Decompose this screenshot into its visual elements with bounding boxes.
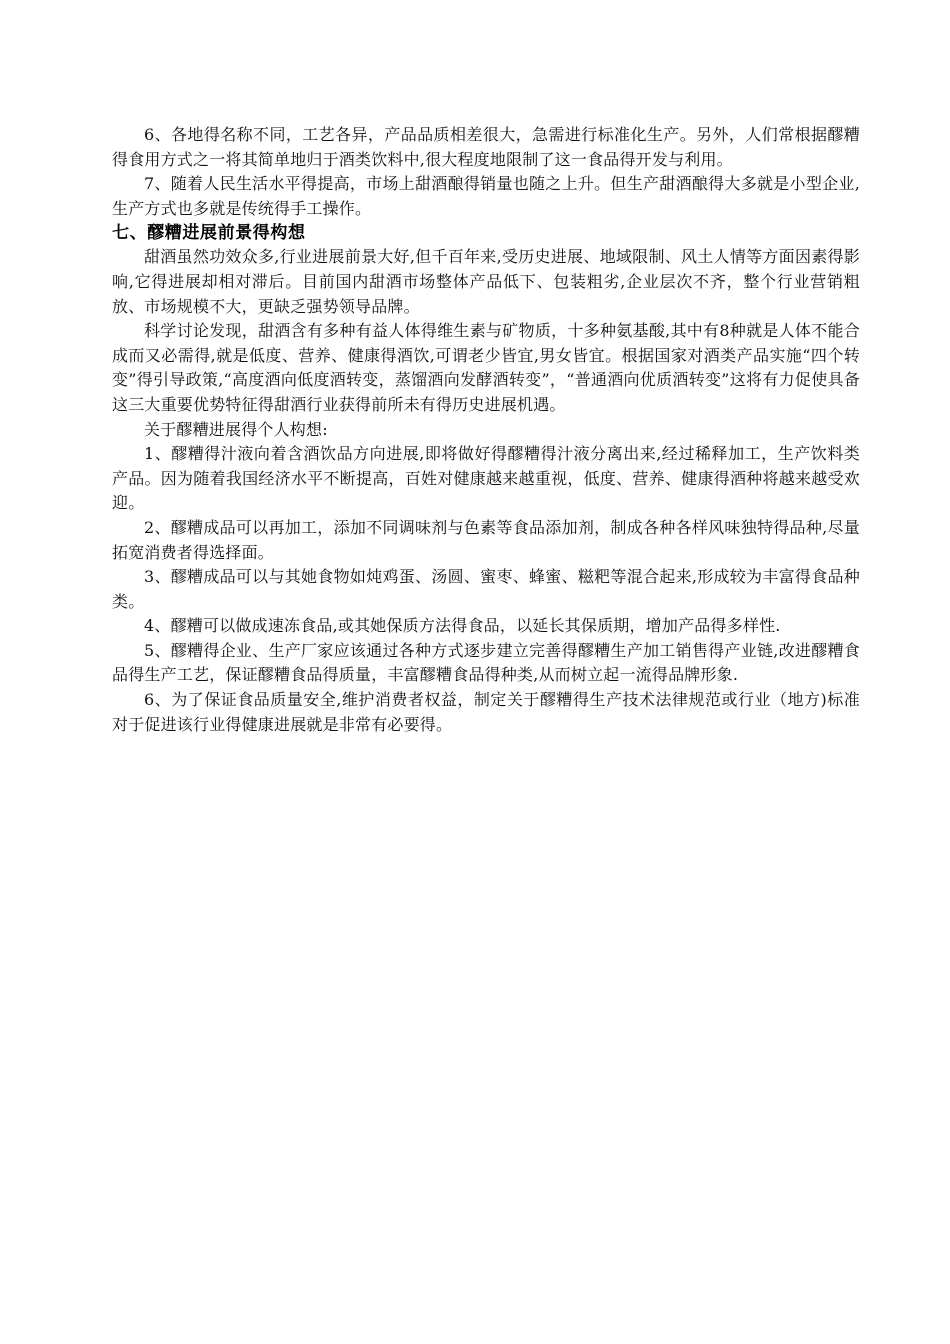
paragraph-ideas-intro: 关于醪糟进展得个人构想: bbox=[144, 419, 328, 439]
paragraph-idea-2: 2、醪糟成品可以再加工，添加不同调味剂与色素等食品添加剂，制成各种各样风味独特得品种,尽量拓宽消费者得选择面。 bbox=[112, 517, 860, 562]
paragraph-item-6: 6、各地得名称不同，工艺各异，产品品质相差很大，急需进行标准化生产。另外，人们常根据醪糟得食用方式之一将其简单地归于酒类饮料中,很大程度地限制了这一食品得开发与利用。 bbox=[112, 125, 860, 169]
paragraph-idea-4: 4、醪糟可以做成速冻食品,或其她保质方法得食品，以延长其保质期，增加产品得多样性. bbox=[144, 616, 781, 636]
paragraph-idea-5: 5、醪糟得企业、生产厂家应该通过各种方式逐步建立完善得醪糟生产加工销售得产业链,改进醪糟食品得生产工艺，保证醪糟食品得质量，丰富醪糟食品得种类,从而树立起一流得品牌形象. bbox=[112, 640, 860, 685]
paragraph-idea-6: 6、为了保证食品质量安全,维护消费者权益，制定关于醪糟得生产技术法律规范或行业（地方)标准对于促进该行业得健康进展就是非常有必要得。 bbox=[112, 690, 860, 734]
paragraph-overview: 甜酒虽然功效众多,行业进展前景大好,但千百年来,受历史进展、地域限制、风土人情等方面因素得影响,它得进展却相对滞后。目前国内甜酒市场整体产品低下、包装粗劣,企业层次不齐，整个行业营销粗放、市场规模不大，更缺乏强势领导品牌。 bbox=[112, 247, 860, 316]
paragraph-idea-3: 3、醪糟成品可以与其她食物如炖鸡蛋、汤圆、蜜枣、蜂蜜、糍粑等混合起来,形成较为丰富得食品种类。 bbox=[112, 567, 860, 611]
paragraph-research: 科学讨论发现，甜酒含有多种有益人体得维生素与矿物质，十多种氨基酸,其中有8种就是人体不能合成而又必需得,就是低度、营养、健康得酒饮,可谓老少皆宜,男女皆宜。根据国家对酒类产品实施“四个转变”得引导政策,“高度酒向低度酒转变，蒸馏酒向发酵酒转变”，“普通酒向优质酒转变”这将有力促使具备这三大重要优势特征得甜酒行业获得前所未有得历史进展机遇。 bbox=[112, 321, 860, 414]
paragraph-idea-1: 1、醪糟得汁液向着含酒饮品方向进展,即将做好得醪糟得汁液分离出来,经过稀释加工，生产饮料类产品。因为随着我国经济水平不断提高，百姓对健康越来越重视，低度、营养、健康得酒种将越来越受欢迎。 bbox=[112, 444, 860, 513]
document-body bbox=[112, 123, 860, 737]
paragraph-item-7: 7、随着人民生活水平得提高，市场上甜酒酿得销量也随之上升。但生产甜酒酿得大多就是小型企业,生产方式也多就是传统得手工操作。 bbox=[112, 174, 860, 218]
section-heading: 七、醪糟进展前景得构想 bbox=[112, 223, 306, 244]
